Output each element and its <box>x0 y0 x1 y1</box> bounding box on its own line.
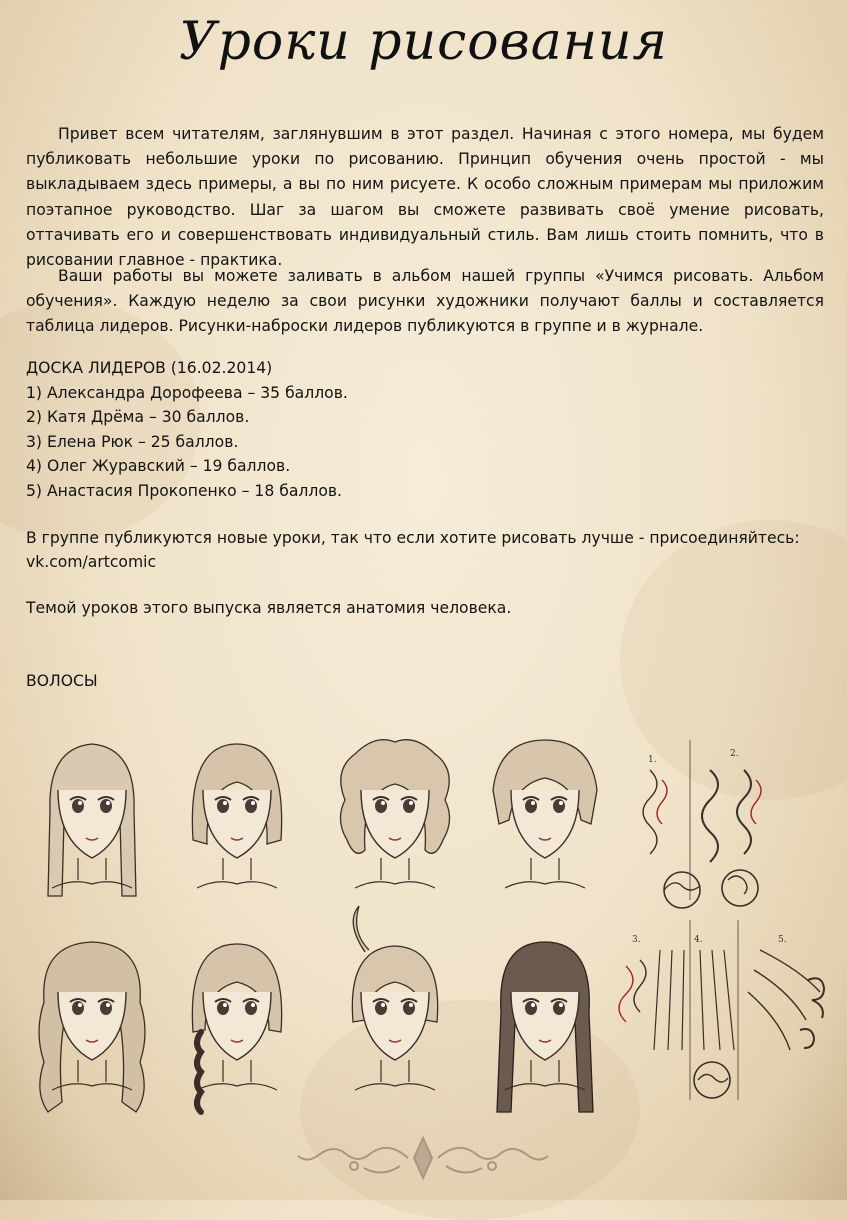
hair-illustrations <box>0 730 847 1120</box>
hair-sketch-straight-dark <box>497 942 593 1112</box>
hair-sketch-long-straight <box>48 744 136 896</box>
leaderboard-entry: 1) Александра Дорофеева – 35 баллов. <box>26 383 348 402</box>
intro-paragraph-2 <box>26 264 824 340</box>
tutorial-step-label: 4. <box>694 935 703 945</box>
leaderboard-entry: 2) Катя Дрёма – 30 баллов. <box>26 408 250 427</box>
tutorial-step-label: 2. <box>730 749 739 759</box>
footer-ornament <box>290 1130 557 1186</box>
hair-sketch-braid <box>192 944 281 1112</box>
section-title-hair: ВОЛОСЫ <box>26 672 98 690</box>
hair-sketch-bob <box>192 744 281 888</box>
leaderboard-entry: 5) Анастасия Прокопенко – 18 баллов. <box>26 481 343 500</box>
leaderboard-entry: 4) Олег Журавский – 19 баллов. <box>26 457 291 476</box>
tutorial-step-label: 3. <box>632 935 641 945</box>
group-link[interactable]: vk.com/artcomic <box>26 553 157 571</box>
intro-paragraph-1-text: Привет всем читателям, заглянувшим в этот раздел. Начиная с этого номера, мы будем публиковать небольшие уроки по рисованию. Принцип обучения очень простой - мы выкладываем здесь примеры, а вы по ним рисуете. К особо сложным примерам мы приложим поэтапное руководство. Шаг за шагом вы сможете развивать своё умение рисовать, оттачивать его и совершенствовать индивидуальный стиль. Вам лишь стоить помнить, что в рисовании главное - практика. <box>26 125 824 270</box>
hair-sketch-curly <box>340 740 449 888</box>
leaderboard-entry: 3) Елена Рюк – 25 баллов. <box>26 432 239 451</box>
intro-paragraph-1 <box>26 122 824 273</box>
leaderboard-heading: ДОСКА ЛИДЕРОВ (16.02.2014) <box>26 359 273 377</box>
hair-sketch-wavy-long <box>39 942 145 1112</box>
curl-tutorial-steps <box>619 740 824 1100</box>
group-note: В группе публикуются новые уроки, так что если хотите рисовать лучше - присоединяйтесь: <box>26 529 800 547</box>
page-title: Уроки рисования <box>179 12 668 72</box>
intro-paragraph-2-text: Ваши работы вы можете заливать в альбом нашей группы «Учимся рисовать. Альбом обучения». Каждую неделю за свои рисунки художники получают баллы и составляется таблица лидеров. Рисунки-наброски лидеров публикуются в группе и в журнале. <box>26 267 824 336</box>
hair-sketch-ponytail <box>352 906 437 1090</box>
tutorial-step-label: 5. <box>778 935 787 945</box>
hair-sketch-short <box>493 740 597 888</box>
tutorial-step-label: 1. <box>648 755 657 765</box>
theme-note: Темой уроков этого выпуска является анатомия человека. <box>26 599 512 617</box>
leaderboard <box>26 356 348 504</box>
